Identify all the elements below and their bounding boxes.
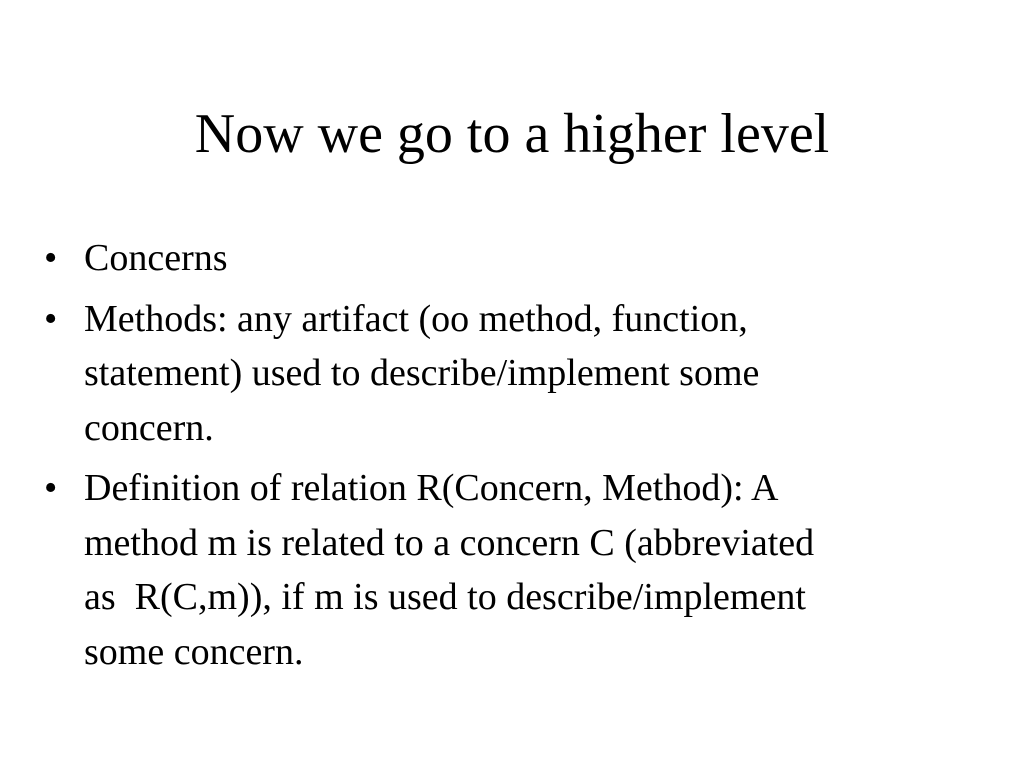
bullet-text-line: concern. (84, 406, 214, 449)
bullet-text-line: statement) used to describe/implement some (84, 352, 760, 394)
bullet-text-line: method m is related to a concern C (abbreviated (84, 521, 815, 564)
bullet-marker: • (44, 237, 58, 279)
bullet-text-line: Concerns (84, 237, 228, 279)
bullet-marker: • (44, 467, 58, 509)
bullet-item-concerns (44, 231, 1004, 286)
bullet-marker: • (44, 297, 58, 340)
bullet-text-line: Definition of relation R(Concern, Method): A (84, 467, 779, 509)
bullet-item-methods (44, 292, 1004, 456)
bullet-text-line: Methods: any artifact (oo method, function, (84, 297, 748, 340)
slide-title: Now we go to a higher level (194, 103, 830, 165)
bullet-text-line: as R(C,m)), if m is used to describe/implement (84, 576, 806, 618)
bullet-text-line: some concern. (84, 630, 304, 673)
bullet-list (44, 231, 1004, 685)
bullet-item-definition (44, 461, 1004, 679)
